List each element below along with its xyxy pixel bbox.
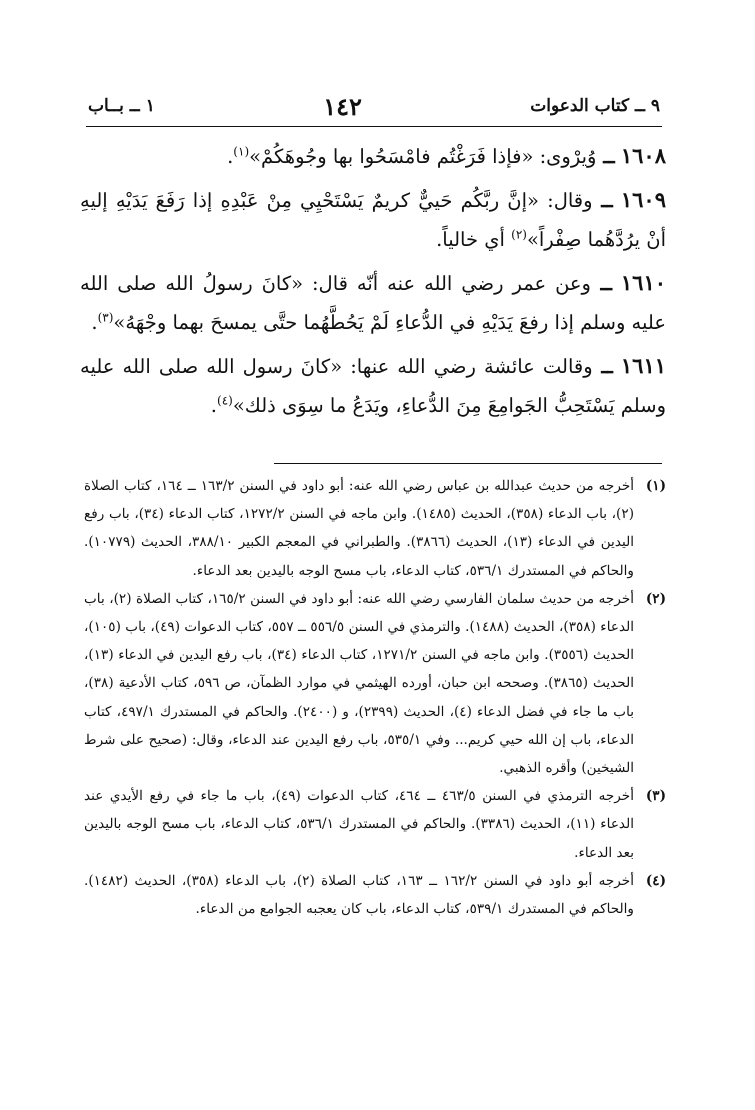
hadith-tail: . bbox=[91, 311, 98, 334]
hadith-text: وقالت عائشة رضي الله عنها: «كانَ رسول الله صلى الله عليه وسلم يَسْتَحِبُّ الجَوامِعَ مِنَ الدُّعاءِ، ويَدَعُ ما سِوَى ذلك» bbox=[80, 355, 666, 417]
chapter-title: ٩ ــ كتاب الدعوات bbox=[530, 96, 660, 116]
running-header bbox=[88, 88, 660, 124]
header-rule bbox=[86, 126, 662, 127]
hadith-1609 bbox=[80, 180, 666, 259]
hadith-1610 bbox=[80, 263, 666, 342]
footnote-number: (٢) bbox=[645, 590, 666, 607]
hadith-tail: . bbox=[227, 145, 234, 168]
footnote-text: أخرجه الترمذي في السنن ٤٦٣/٥ ــ ٤٦٤، كتاب الدعوات (٤٩)، باب ما جاء في رفع الأيدي عند الدعاء (١١)، الحديث (٣٣٨٦). والحاكم في المستدرك ٥٣٦/١، كتاب الدعاء، باب مسح الوجه باليدين بعد الدعاء. bbox=[84, 788, 634, 861]
hadith-dash: ــ bbox=[592, 355, 613, 378]
hadith-number: ١٦١١ bbox=[620, 353, 667, 378]
hadith-tail: . bbox=[210, 394, 217, 417]
footnote-3 bbox=[84, 782, 666, 867]
hadith-tail: أي خالياً. bbox=[436, 228, 512, 251]
footnote-2 bbox=[84, 585, 666, 782]
main-text bbox=[80, 136, 666, 429]
footnote-number: (٣) bbox=[645, 788, 666, 805]
hadith-1611 bbox=[80, 346, 666, 425]
footnote-text: أخرجه أبو داود في السنن ١٦٢/٢ ــ ١٦٣، كتاب الصلاة (٢)، باب الدعاء (٣٥٨)، الحديث (١٤٨٢). والحاكم في المستدرك ٥٣٩/١، كتاب الدعاء، باب كان يعجبه الجوامع من الدعاء. bbox=[84, 872, 634, 918]
hadith-text: وقال: «إنَّ ربَّكُم حَييٌّ كريمٌ يَسْتَحْيِي مِنْ عَبْدِهِ إذا رَفَعَ يَدَيْهِ إليهِ أنْ يرُدَّهُما صِفْراً» bbox=[80, 189, 666, 251]
hadith-number: ١٦١٠ bbox=[620, 270, 667, 295]
footnote-number: (٤) bbox=[645, 872, 666, 889]
footnote-ref: (١) bbox=[233, 144, 250, 159]
footnote-text: أخرجه من حديث عبدالله بن عباس رضي الله عنه: أبو داود في السنن ١٦٣/٢ ــ ١٦٤، كتاب الصلاة (٢)، باب الدعاء (٣٥٨)، الحديث (١٤٨٥). وابن ماجه في السنن ١٢٧٢/٢، كتاب الدعاء (٣٤)، باب رفع اليدين في الدعاء (١٣)، الحديث (٣٨٦٦). والطبراني في المعجم الكبير ٣٨٨/١٠، الحديث (١٠٧٧٩). والحاكم في المستدرك ٥٣٦/١، كتاب الدعاء، باب مسح الوجه باليدين بعد الدعاء. bbox=[84, 478, 635, 579]
hadith-dash: ــ bbox=[592, 189, 613, 212]
hadith-text: وُيرْوى: «فإذا فَرَغْتُم فامْسَحُوا بها وجُوهَكُمْ» bbox=[249, 145, 597, 168]
footnote-1 bbox=[84, 472, 666, 585]
footnote-ref: (٣) bbox=[97, 310, 114, 325]
footnote-rule bbox=[274, 463, 662, 464]
hadith-number: ١٦٠٩ bbox=[620, 187, 666, 212]
hadith-dash: ــ bbox=[590, 272, 612, 295]
page-number: ١٤٢ bbox=[323, 91, 362, 121]
footnote-ref: (٤) bbox=[217, 393, 233, 408]
hadith-1608 bbox=[80, 136, 666, 176]
section-title: ١ ــ بــاب bbox=[88, 96, 155, 116]
footnotes bbox=[84, 472, 666, 923]
hadith-text: وعن عمر رضي الله عنه أنّه قال: «كانَ رسولُ الله صلى الله عليه وسلم إذا رفعَ يَدَيْهِ في الدُّعاءِ لَمْ يَحُطَّهُما حتَّى يمسحَ بهما وجْهَهُ» bbox=[80, 272, 666, 334]
hadith-dash: ــ bbox=[596, 145, 615, 168]
footnote-text: أخرجه من حديث سلمان الفارسي رضي الله عنه: أبو داود في السنن ١٦٥/٢، كتاب الصلاة (٢)، باب الدعاء (٣٥٨)، الحديث (١٤٨٨). والترمذي في السنن ٥٥٦/٥ ــ ٥٥٧، كتاب الدعوات (٤٩)، باب (١٠٥)، الحديث (٣٥٥٦). وابن ماجه في السنن ١٢٧١/٢، كتاب الدعاء (٣٤)، باب رفع اليدين في الدعاء (١٣)، الحديث (٣٨٦٥). وصححه ابن حبان، أورده الهيثمي في موارد الظمآن، ص ٥٩٦، كتاب الأدعية (٣٨)، باب ما جاء في فضل الدعاء (٤)، الحديث (٢٣٩٩)، و (٢٤٠٠). والحاكم في المستدرك ٤٩٧/١، كتاب الدعاء، باب إن الله حيي كريم... وفي ٥٣٥/١، باب رفع اليدين عند الدعاء، وقال: (صحيح على شرط الشيخين) وأقره الذهبي. bbox=[84, 590, 634, 777]
hadith-number: ١٦٠٨ bbox=[620, 143, 666, 168]
footnote-ref: (٢) bbox=[511, 227, 527, 242]
footnote-number: (١) bbox=[645, 478, 666, 494]
footnote-4 bbox=[84, 867, 666, 923]
